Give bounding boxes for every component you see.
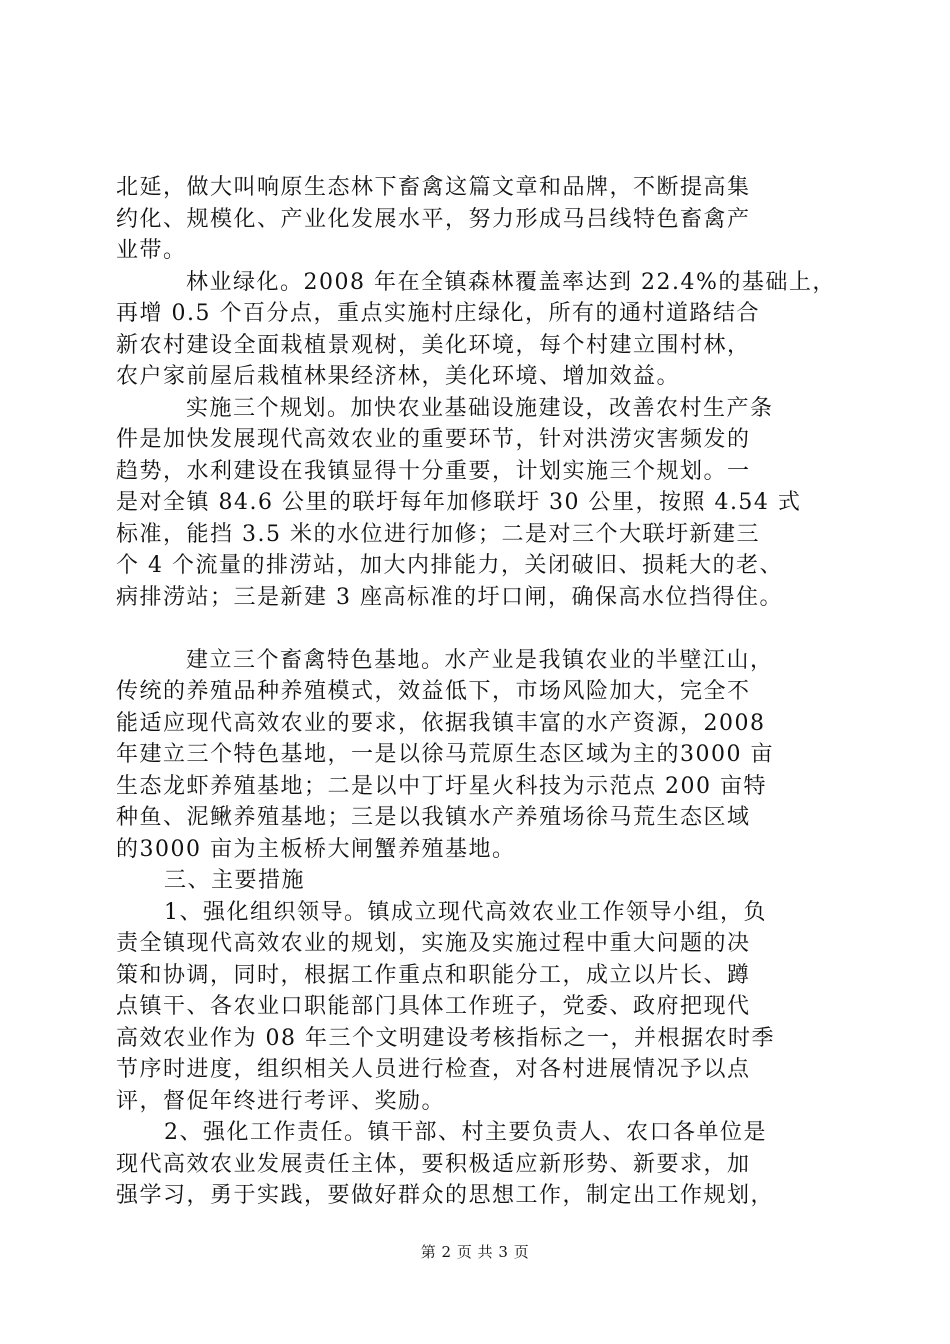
text-line: 责全镇现代高效农业的规划，实施及实施过程中重大问题的决 bbox=[116, 931, 751, 956]
text-line: 是对全镇 84.6 公里的联圩每年加修联圩 30 公里，按照 4.54 式 bbox=[116, 490, 802, 515]
text-line: 能适应现代高效农业的要求，依据我镇丰富的水产资源，2008 bbox=[116, 710, 766, 736]
text-line: 现代高效农业发展责任主体，要积极适应新形势、新要求，加 bbox=[116, 1151, 751, 1177]
text-line: 个 4 个流量的排涝站，加大内排能力，关闭破旧、损耗大的老、 bbox=[116, 553, 783, 578]
section-heading: 三、主要措施 bbox=[164, 868, 306, 893]
text-line: 建立三个畜禽特色基地。水产业是我镇农业的半壁江山， bbox=[186, 647, 774, 673]
text-line: 生态龙虾养殖基地；二是以中丁圩星火科技为示范点 200 亩特 bbox=[116, 773, 767, 799]
text-line: 强学习，勇于实践，要做好群众的思想工作，制定出工作规划， bbox=[116, 1183, 775, 1208]
paragraph-gap bbox=[116, 613, 852, 645]
text-line: 1、强化组织领导。镇成立现代高效农业工作领导小组，负 bbox=[164, 899, 767, 925]
text-line: 种鱼、泥鳅养殖基地；三是以我镇水产养殖场徐马荒生态区域 bbox=[116, 805, 751, 830]
text-line: 病排涝站；三是新建 3 座高标准的圩口闸，确保高水位挡得住。 bbox=[116, 584, 783, 610]
page-number-footer: 第 2 页 共 3 页 bbox=[420, 1243, 530, 1261]
text-line: 点镇干、各农业口职能部门具体工作班子，党委、政府把现代 bbox=[116, 994, 751, 1019]
text-line: 2、强化工作责任。镇干部、村主要负责人、农口各单位是 bbox=[164, 1120, 767, 1145]
text-line: 年建立三个特色基地，一是以徐马荒原生态区域为主的3000 亩 bbox=[116, 742, 774, 767]
text-line: 北延，做大叫响原生态林下畜禽这篇文章和品牌，不断提高集 bbox=[116, 175, 751, 200]
text-line: 策和协调，同时，根据工作重点和职能分工，成立以片长、蹲 bbox=[116, 962, 751, 988]
text-line: 业带。 bbox=[116, 238, 187, 263]
text-line: 评，督促年终进行考评、奖励。 bbox=[116, 1088, 446, 1114]
text-line: 再增 0.5 个百分点，重点实施村庄绿化，所有的通村道路结合 bbox=[116, 301, 760, 326]
text-line: 林业绿化。2008 年在全镇森林覆盖率达到 22.4%的基础上， bbox=[186, 269, 836, 295]
text-line: 节序时进度，组织相关人员进行检查，对各村进展情况予以点 bbox=[116, 1057, 751, 1082]
text-line: 传统的养殖品种养殖模式，效益低下，市场风险加大，完全不 bbox=[116, 679, 751, 704]
text-line: 高效农业作为 08 年三个文明建设考核指标之一，并根据农时季 bbox=[116, 1025, 775, 1051]
text-line: 实施三个规划。加快农业基础设施建设，改善农村生产条 bbox=[186, 395, 774, 421]
document-body bbox=[116, 172, 852, 1212]
text-line: 约化、规模化、产业化发展水平，努力形成马吕线特色畜禽产 bbox=[116, 206, 751, 232]
text-line: 的3000 亩为主板桥大闸蟹养殖基地。 bbox=[116, 836, 516, 862]
text-line: 农户家前屋后栽植林果经济林，美化环境、增加效益。 bbox=[116, 364, 681, 389]
text-line: 标准，能挡 3.5 米的水位进行加修；二是对三个大联圩新建三 bbox=[116, 521, 760, 547]
text-line: 新农村建设全面栽植景观树，美化环境，每个村建立围村林， bbox=[116, 332, 751, 358]
text-line: 件是加快发展现代高效农业的重要环节，针对洪涝灾害频发的 bbox=[116, 427, 751, 452]
text-line: 趋势，水利建设在我镇显得十分重要，计划实施三个规划。一 bbox=[116, 458, 751, 484]
